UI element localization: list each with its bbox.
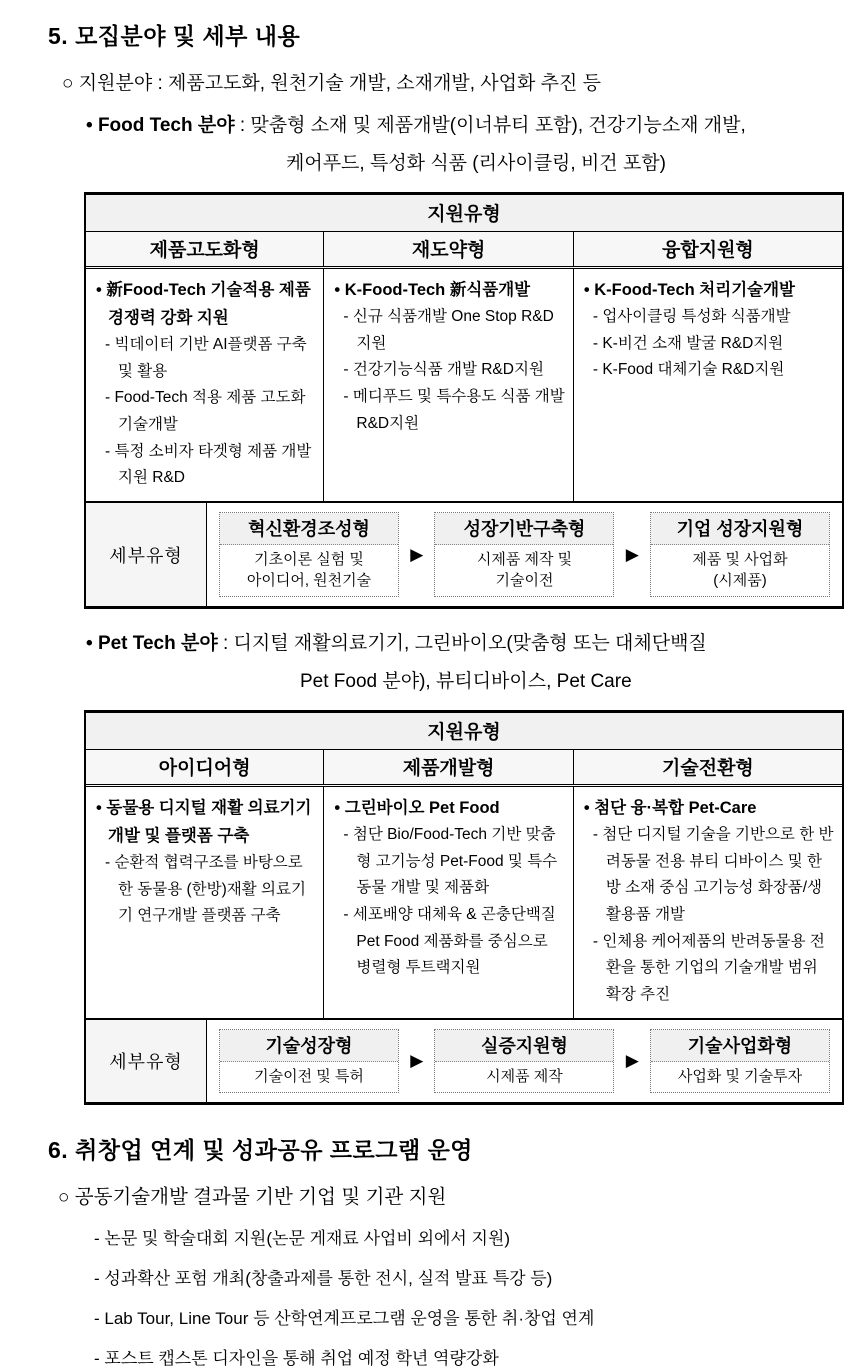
step-desc <box>435 545 613 596</box>
step-desc-line: 기초이론 실험 및 <box>254 551 364 569</box>
step-title: 혁신환경조성형 <box>220 513 398 545</box>
food-tech-table <box>84 192 844 609</box>
pet-col2-header: 제품개발형 <box>323 750 572 784</box>
detail-step <box>434 512 614 597</box>
step-desc <box>220 1062 398 1092</box>
detail-step <box>434 1029 614 1093</box>
food-tech-desc-line2: 케어푸드, 특성화 식품 (리사이클링, 비건 포함) <box>286 153 666 174</box>
food-col3-cell <box>573 269 842 501</box>
step-desc <box>220 545 398 596</box>
arrow-right-icon: ▶ <box>410 1051 424 1071</box>
pet-col2-cell <box>323 787 572 1018</box>
step-desc-line: 아이디어, 원천기술 <box>246 572 372 590</box>
food-table-header: 지원유형 <box>86 195 842 232</box>
cell-lead: • K-Food-Tech 新식품개발 <box>330 276 564 304</box>
step-title: 성장기반구축형 <box>435 513 613 545</box>
food-table-body <box>86 269 842 501</box>
food-col1-header: 제품고도화형 <box>149 240 260 261</box>
step-title: 기업 성장지원형 <box>651 513 829 545</box>
pet-col1-header: 아이디어형 <box>158 758 251 780</box>
cell-item: - 세포배양 대체육 & 곤충단백질 Pet Food 제품화를 중심으로 병렬형 투트랙지원 <box>330 902 564 982</box>
cell-item: - 메디푸드 및 특수용도 식품 개발 R&D지원 <box>330 384 564 437</box>
cell-item: - K-비건 소재 발굴 R&D지원 <box>580 331 834 358</box>
section6-subline: ○ 공동기술개발 결과물 기반 기업 및 기관 지원 <box>58 1181 849 1209</box>
detail-flow <box>207 1020 842 1102</box>
food-detail-row <box>86 501 842 606</box>
food-tech-label: Food Tech 분야 <box>97 115 235 136</box>
step-title: 기술성장형 <box>220 1030 398 1062</box>
pet-tech-desc-line1: : 디지털 재활의료기기, 그린바이오(맞춤형 또는 대체단백질 <box>223 633 707 655</box>
detail-label: 세부유형 <box>86 503 207 606</box>
pet-col3-header: 기술전환형 <box>573 750 842 784</box>
section6-item: - 성과확산 포험 개최(창출과제를 통한 전시, 실적 발표 특강 등) <box>94 1264 849 1289</box>
step-desc-line: 기술이전 및 특허 <box>254 1067 364 1085</box>
step-desc-line: 제품 및 사업화 <box>692 551 788 569</box>
support-field-line: ○ 지원분야 : 제품고도화, 원천기술 개발, 소재개발, 사업화 추진 등 <box>62 68 849 95</box>
cell-lead: • 그린바이오 Pet Food <box>330 794 564 822</box>
step-title: 실증지원형 <box>435 1030 613 1062</box>
pet-detail-row <box>86 1018 842 1102</box>
step-title: 기술사업화형 <box>651 1030 829 1062</box>
cell-item: - 첨단 디지털 기술을 기반으로 한 반려동물 전용 뷰티 디바이스 및 한방 소재 중심 고기능성 화장품/생활용품 개발 <box>580 822 834 929</box>
pet-tech-line <box>86 628 849 655</box>
cell-item: - 특정 소비자 타겟형 제품 개발 지원 R&D <box>92 439 315 492</box>
cell-lead: • 첨단 융·복합 Pet-Care <box>580 794 834 822</box>
cell-item: - 첨단 Bio/Food-Tech 기반 맞춤형 고기능성 Pet-Food 및 특수동물 개발 및 제품화 <box>330 822 564 902</box>
section6-item: - 논문 및 학술대회 지원(논문 게재료 사업비 외에서 지원) <box>94 1224 849 1249</box>
step-desc-line: 사업화 및 기술투자 <box>677 1067 803 1085</box>
detail-step <box>650 512 830 597</box>
step-desc-line: 기술이전 <box>495 572 554 590</box>
section6-item: - 포스트 캡스톤 디자인을 통해 취업 예정 학년 역량강화 <box>94 1344 849 1369</box>
step-desc <box>651 545 829 596</box>
step-desc-line: (시제품) <box>713 572 767 590</box>
pet-table-column-headers <box>86 750 842 787</box>
cell-item: - K-Food 대체기술 R&D지원 <box>580 357 834 384</box>
document-page <box>0 18 849 1368</box>
cell-lead: • 新Food-Tech 기술적용 제품 경쟁력 강화 지원 <box>92 276 315 332</box>
food-tech-desc-line1: : 맞춤형 소재 및 제품개발(이너뷰티 포함), 건강기능소재 개발, <box>239 115 746 136</box>
step-desc-line: 시제품 제작 <box>486 1067 563 1085</box>
cell-item: - 업사이클링 특성화 식품개발 <box>580 304 834 331</box>
food-col2-cell <box>323 269 572 501</box>
food-tech-line <box>86 110 849 137</box>
food-col3-header: 융합지원형 <box>573 232 842 266</box>
step-desc <box>435 1062 613 1092</box>
section6-item: - Lab Tour, Line Tour 등 산학연계프로그램 운영을 통한 취·창업 연계 <box>94 1304 849 1329</box>
detail-flow <box>207 503 842 606</box>
pet-tech-desc-line2: Pet Food 분야), 뷰티디바이스, Pet Care <box>300 671 632 693</box>
pet-table-body <box>86 787 842 1018</box>
detail-step <box>219 512 399 597</box>
cell-lead: • K-Food-Tech 처리기술개발 <box>580 276 834 304</box>
detail-step <box>219 1029 399 1093</box>
detail-step <box>650 1029 830 1093</box>
food-col2-header: 재도약형 <box>323 232 572 266</box>
cell-item: - 빅데이터 기반 AI플랫폼 구축 및 활용 <box>92 332 315 385</box>
arrow-right-icon: ▶ <box>625 545 639 565</box>
cell-item: - 신규 식품개발 One Stop R&D 지원 <box>330 304 564 357</box>
step-desc <box>651 1062 829 1092</box>
cell-lead: • 동물용 디지털 재활 의료기기 개발 및 플랫폼 구축 <box>92 794 315 850</box>
cell-item: - 순환적 협력구조를 바탕으로 한 동물용 (한방)재활 의료기기 연구개발 플랫폼 구축 <box>92 850 315 930</box>
pet-table-header: 지원유형 <box>86 713 842 750</box>
arrow-right-icon: ▶ <box>410 545 424 565</box>
cell-item: - Food-Tech 적용 제품 고도화 기술개발 <box>92 385 315 438</box>
pet-tech-label: Pet Tech 분야 <box>97 633 218 655</box>
pet-tech-table <box>84 710 844 1105</box>
detail-label: 세부유형 <box>86 1020 207 1102</box>
step-desc-line: 시제품 제작 및 <box>476 551 573 569</box>
food-table-column-headers <box>86 232 842 269</box>
pet-col1-cell <box>86 787 323 1018</box>
cell-item: - 건강기능식품 개발 R&D지원 <box>330 357 564 384</box>
section5-heading: 5. 모집분야 및 세부 내용 <box>48 23 301 49</box>
food-col1-cell <box>86 269 323 501</box>
arrow-right-icon: ▶ <box>625 1051 639 1071</box>
cell-item: - 인체용 케어제품의 반려동물용 전환을 통한 기업의 기술개발 범위 확장 추진 <box>580 929 834 1009</box>
pet-col3-cell <box>573 787 842 1018</box>
section6-heading: 6. 취창업 연계 및 성과공유 프로그램 운영 <box>48 1136 474 1163</box>
